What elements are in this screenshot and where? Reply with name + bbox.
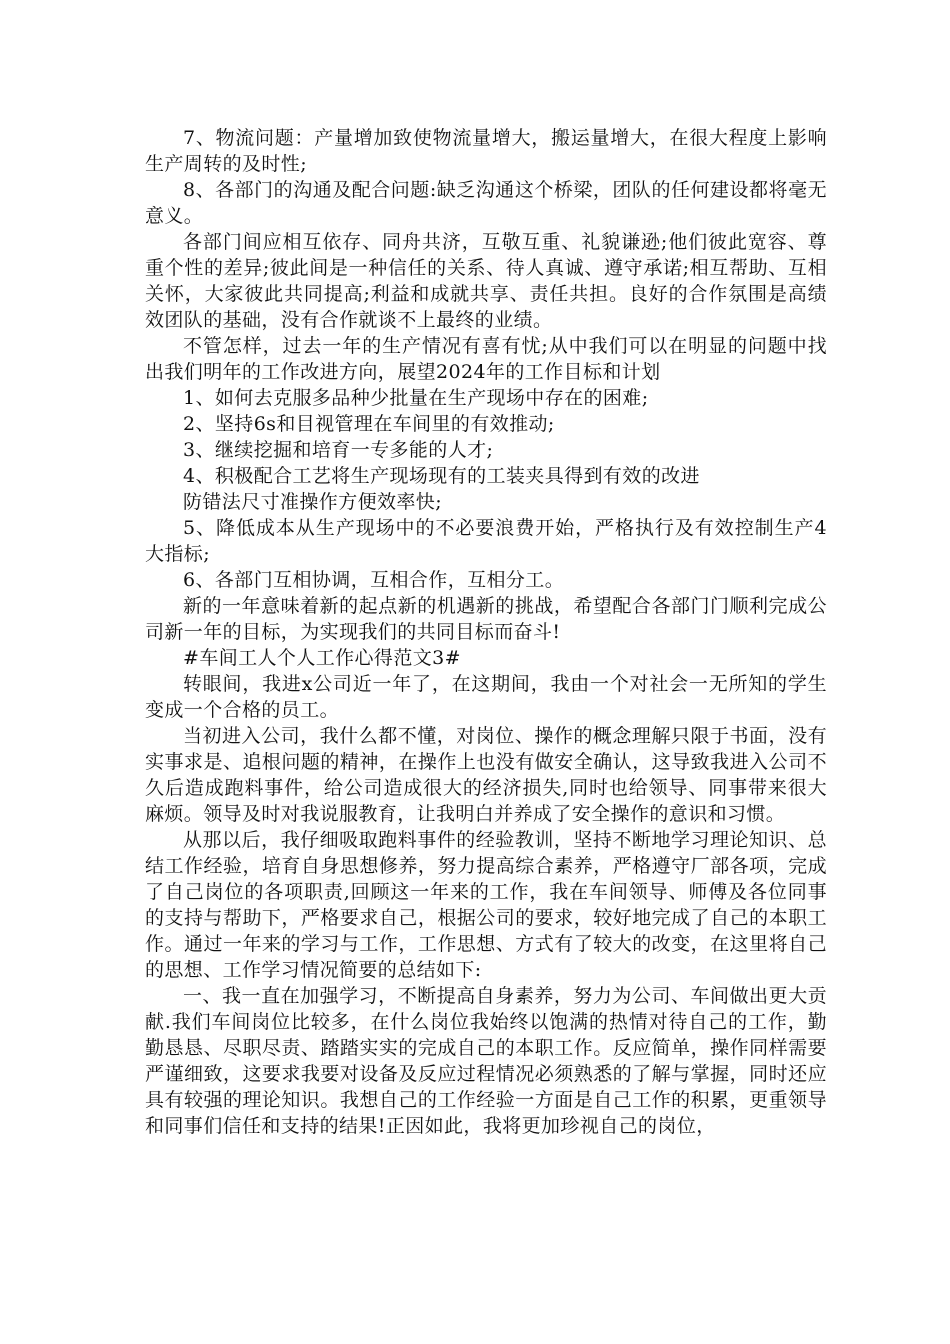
list-item-2: 2、坚持6s和目视管理在车间里的有效推动; (183, 413, 555, 435)
paragraph-logistics: 7、物流问题：产量增加致使物流量增大，搬运量增大，在很大程度上影响生产周转的及时性; (145, 127, 827, 175)
paragraph-communication: 8、各部门的沟通及配合问题:缺乏沟通这个桥梁，团队的任何建设都将毫无意义。 (145, 179, 827, 227)
paragraph-intro: 转眼间，我进x公司近一年了，在这期间，我由一个对社会一无所知的学生变成一个合格的员工。 (145, 673, 827, 721)
paragraph-point-one: 一、我一直在加强学习，不断提高自身素养，努力为公司、车间做出更大贡献.我们车间岗位比较多，在什么岗位我始终以饱满的热情对待自己的工作，勤勤恳恳、尽职尽责、踏踏实实的完成自己的本职工作。反应简单，操作同样需要严谨细致，这要求我要对设备及反应过程情况必须熟悉的了解与掌握，同时还应具有较强的理论知识。我想自己的工作经验一方面是自己工作的积累，更重领导和同事们信任和支持的结果!正因如此，我将更加珍视自己的岗位， (145, 985, 827, 1137)
document-page (145, 125, 827, 1139)
section-heading: #车间工人个人工作心得范文3# (183, 647, 461, 669)
paragraph-cooperation: 各部门间应相互依存、同舟共济，互敬互重、礼貌谦逊;他们彼此宽容、尊重个性的差异;彼此间是一种信任的关系、待人真诚、遵守承诺;相互帮助、互相关怀，大家彼此共同提高;利益和成就共享、责任共担。良好的合作氛围是高绩效团队的基础，没有合作就谈不上最终的业绩。 (145, 231, 827, 331)
list-item-4: 4、积极配合工艺将生产现场现有的工装夹具得到有效的改进 (183, 465, 700, 487)
paragraph-since-then: 从那以后，我仔细吸取跑料事件的经验教训，坚持不断地学习理论知识、总结工作经验，培育自身思想修养，努力提高综合素养，严格遵守厂部各项，完成了自己岗位的各项职责,回顾这一年来的工作，我在车间领导、师傅及各位同事的支持与帮助下，严格要求自己，根据公司的要求，较好地完成了自己的本职工作。通过一年来的学习与工作，工作思想、方式有了较大的改变，在这里将自己的思想、工作学习情况简要的总结如下: (145, 829, 827, 981)
list-item-5: 5、降低成本从生产现场中的不必要浪费开始，严格执行及有效控制生产4大指标; (145, 517, 827, 565)
paragraph-new-year: 新的一年意味着新的起点新的机遇新的挑战，希望配合各部门门顺利完成公司新一年的目标，为实现我们的共同目标而奋斗! (145, 595, 827, 643)
paragraph-beginning: 当初进入公司，我什么都不懂，对岗位、操作的概念理解只限于书面，没有实事求是、追根问题的精神，在操作上也没有做安全确认，这导致我进入公司不久后造成跑料事件，给公司造成很大的经济损失,同时也给领导、同事带来很大麻烦。领导及时对我说服教育，让我明白并养成了安全操作的意识和习惯。 (145, 725, 827, 825)
list-item-6: 6、各部门互相协调，互相合作，互相分工。 (183, 569, 565, 591)
paragraph-outlook: 不管怎样，过去一年的生产情况有喜有忧;从中我们可以在明显的问题中找出我们明年的工作改进方向，展望2024年的工作目标和计划 (145, 335, 827, 383)
list-item-3: 3、继续挖掘和培育一专多能的人才; (183, 439, 494, 461)
list-item-1: 1、如何去克服多品种少批量在生产现场中存在的困难; (183, 387, 649, 409)
list-item-4-continued: 防错法尺寸准操作方便效率快; (183, 491, 443, 513)
